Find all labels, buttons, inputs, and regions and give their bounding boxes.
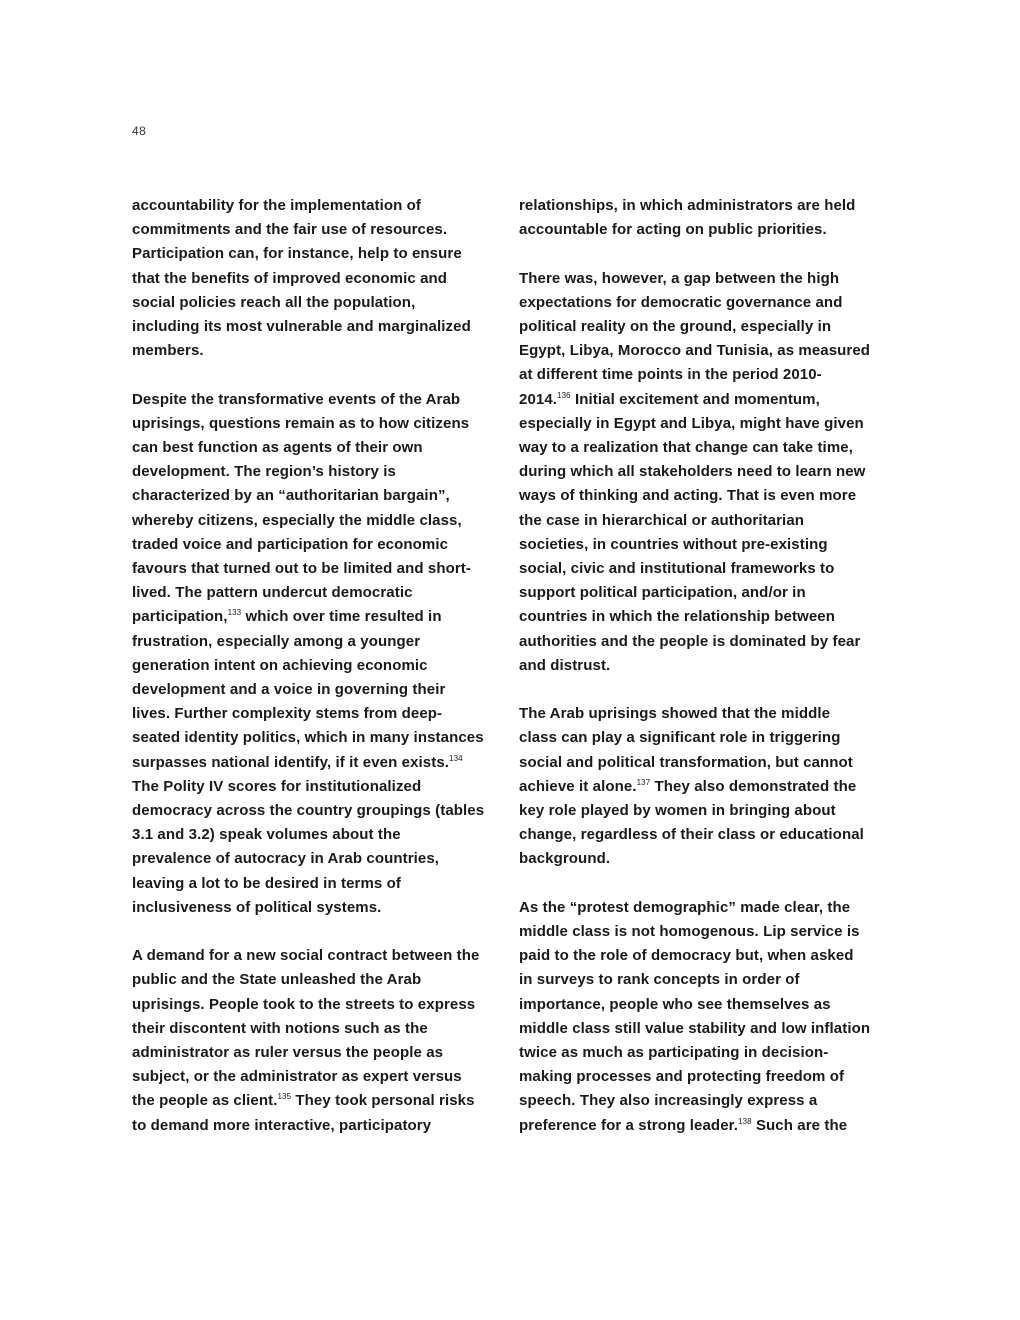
line-text: leaving a lot to be desired in terms of <box>132 874 401 892</box>
line-text: the people as client. <box>132 1092 278 1110</box>
line-text: middle class is not homogenous. Lip service is <box>519 923 860 941</box>
line-text: public and the State unleashed the Arab <box>132 971 422 989</box>
text-line <box>132 944 496 968</box>
line-text: making processes and protecting freedom of <box>519 1068 845 1086</box>
line-text: Despite the transformative events of the Arab <box>132 390 461 408</box>
left-column <box>132 194 496 1138</box>
line-text: social, civic and institutional frameworks to <box>519 560 835 578</box>
text-line <box>519 944 883 968</box>
text-line <box>519 605 883 629</box>
text-line <box>132 751 496 775</box>
text-line <box>519 1089 883 1113</box>
text-line <box>132 339 496 363</box>
line-text: social policies reach all the population, <box>132 293 416 311</box>
line-text-after-footnote: They took personal risks <box>291 1092 475 1110</box>
line-text: to demand more interactive, participatory <box>132 1116 432 1134</box>
line-text: generation intent on achieving economic <box>132 656 428 674</box>
line-text: preference for a strong leader. <box>519 1116 739 1134</box>
text-line <box>519 194 883 218</box>
text-line <box>132 678 496 702</box>
text-line <box>132 484 496 508</box>
line-text: development and a voice in governing their <box>132 681 446 699</box>
text-line <box>519 388 883 412</box>
line-text: support political participation, and/or in <box>519 584 806 602</box>
line-text-after-footnote: They also demonstrated the <box>650 777 857 795</box>
line-text: seated identity politics, which in many instances <box>132 729 484 747</box>
text-line <box>132 775 496 799</box>
line-text: traded voice and participation for economic <box>132 535 449 553</box>
text-line <box>132 630 496 654</box>
text-line <box>519 581 883 605</box>
line-text: As the “protest demographic” made clear, the <box>519 898 851 916</box>
line-text: members. <box>132 342 204 360</box>
line-text: inclusiveness of political systems. <box>132 898 382 916</box>
line-text: development. The region’s history is <box>132 463 396 481</box>
line-text: expectations for democratic governance and <box>519 293 843 311</box>
text-line <box>132 436 496 460</box>
right-column <box>519 194 883 1138</box>
text-line <box>132 218 496 242</box>
paragraph <box>519 896 883 1138</box>
text-line <box>132 847 496 871</box>
line-text: participation, <box>132 608 228 626</box>
text-line <box>519 533 883 557</box>
line-text: accountable for acting on public priorities. <box>519 221 827 239</box>
line-text: ways of thinking and acting. That is even more <box>519 487 857 505</box>
line-text: 2014. <box>519 390 558 408</box>
line-text: class can play a significant role in triggering <box>519 729 841 747</box>
text-line <box>132 557 496 581</box>
text-line <box>132 581 496 605</box>
footnote-reference: 134 <box>449 753 463 763</box>
text-line <box>132 726 496 750</box>
paragraph <box>132 944 496 1138</box>
line-text: paid to the role of democracy but, when asked <box>519 947 854 965</box>
text-line <box>132 896 496 920</box>
text-line <box>519 315 883 339</box>
text-line <box>519 702 883 726</box>
text-line <box>132 823 496 847</box>
line-text: background. <box>519 850 611 868</box>
text-line <box>519 896 883 920</box>
text-line <box>132 291 496 315</box>
text-line <box>519 460 883 484</box>
line-text: lived. The pattern undercut democratic <box>132 584 413 602</box>
text-line <box>132 1065 496 1089</box>
line-text: There was, however, a gap between the high <box>519 269 840 287</box>
text-line <box>132 702 496 726</box>
text-line <box>519 968 883 992</box>
text-line <box>519 363 883 387</box>
paragraph <box>132 388 496 920</box>
text-line <box>132 993 496 1017</box>
line-text: and distrust. <box>519 656 611 674</box>
text-line <box>132 460 496 484</box>
line-text: political reality on the ground, especially in <box>519 318 832 335</box>
line-text: whereby citizens, especially the middle class, <box>132 511 462 529</box>
line-text: lives. Further complexity stems from deep- <box>132 705 443 723</box>
text-line <box>519 920 883 944</box>
text-line <box>519 1114 883 1138</box>
text-line <box>519 775 883 799</box>
text-line <box>519 847 883 871</box>
text-line <box>132 315 496 339</box>
line-text: authorities and the people is dominated by fear <box>519 632 861 650</box>
text-line <box>519 267 883 291</box>
footnote-reference: 133 <box>227 608 242 618</box>
text-line <box>519 799 883 823</box>
line-text: during which all stakeholders need to learn new <box>519 463 866 481</box>
text-line <box>519 751 883 775</box>
line-text: The Arab uprisings showed that the middle <box>519 705 831 723</box>
footnote-reference: 137 <box>636 777 651 787</box>
line-text-after-footnote: Initial excitement and momentum, <box>570 390 820 408</box>
line-text: can best function as agents of their own <box>132 439 423 457</box>
line-text: change, regardless of their class or educational <box>519 826 864 844</box>
line-text: The Polity IV scores for institutionalized <box>132 777 422 795</box>
line-text: favours that turned out to be limited and short- <box>132 560 471 578</box>
line-text: at different time points in the period 2010- <box>519 366 822 384</box>
text-line <box>519 557 883 581</box>
line-text: frustration, especially among a younger <box>132 632 421 650</box>
line-text: the case in hierarchical or authoritarian <box>519 511 805 529</box>
line-text: 3.1 and 3.2) speak volumes about the <box>132 826 401 844</box>
line-text: commitments and the fair use of resources. <box>132 221 448 239</box>
text-line <box>519 1065 883 1089</box>
text-line <box>519 823 883 847</box>
text-line <box>519 509 883 533</box>
line-text: that the benefits of improved economic and <box>132 269 448 287</box>
line-text: including its most vulnerable and marginalized <box>132 318 471 336</box>
line-text: relationships, in which administrators are held <box>519 197 856 214</box>
text-line <box>519 1041 883 1065</box>
text-line <box>132 654 496 678</box>
line-text: A demand for a new social contract between the <box>132 947 480 965</box>
line-text: their discontent with notions such as the <box>132 1019 428 1037</box>
text-line <box>132 872 496 896</box>
footnote-reference: 136 <box>557 390 571 400</box>
text-line <box>519 218 883 242</box>
text-line <box>519 993 883 1017</box>
line-text: uprisings. People took to the streets to express <box>132 995 476 1013</box>
line-text: especially in Egypt and Libya, might have given <box>519 414 864 432</box>
line-text: speech. They also increasingly express a <box>519 1092 818 1110</box>
text-line <box>519 484 883 508</box>
text-line <box>132 412 496 436</box>
line-text: democracy across the country groupings (tables <box>132 802 485 820</box>
text-line <box>519 436 883 460</box>
text-line <box>519 339 883 363</box>
line-text: Egypt, Libya, Morocco and Tunisia, as measured <box>519 342 871 360</box>
line-text: surpasses national identify, if it even exists. <box>132 753 450 771</box>
text-line <box>132 605 496 629</box>
text-line <box>519 726 883 750</box>
text-line <box>519 654 883 678</box>
text-line <box>132 388 496 412</box>
line-text: societies, in countries without pre-existing <box>519 535 828 553</box>
page-number: 48 <box>132 124 147 138</box>
footnote-reference: 138 <box>738 1116 752 1126</box>
paragraph <box>519 702 883 871</box>
line-text: Participation can, for instance, help to ensure <box>132 245 462 263</box>
text-line <box>132 242 496 266</box>
line-text: accountability for the implementation of <box>132 197 422 214</box>
footnote-reference: 135 <box>277 1092 292 1102</box>
text-line <box>519 291 883 315</box>
line-text: key role played by women in bringing about <box>519 802 836 820</box>
line-text: achieve it alone. <box>519 777 637 795</box>
text-line <box>132 1114 496 1138</box>
text-line <box>132 194 496 218</box>
line-text: uprisings, questions remain as to how citizens <box>132 414 470 432</box>
text-line <box>132 1041 496 1065</box>
line-text-after-footnote: which over time resulted in <box>241 608 442 626</box>
paragraph <box>132 194 496 363</box>
line-text: middle class still value stability and low inflation <box>519 1019 871 1037</box>
line-text: prevalence of autocracy in Arab countries, <box>132 850 440 868</box>
line-text-after-footnote: Such are the <box>751 1116 848 1134</box>
text-line <box>132 1017 496 1041</box>
text-line <box>519 1017 883 1041</box>
line-text: social and political transformation, but cannot <box>519 753 853 771</box>
paragraph <box>519 194 883 242</box>
text-line <box>132 533 496 557</box>
line-text: countries in which the relationship between <box>519 608 836 626</box>
text-line <box>519 630 883 654</box>
line-text: subject, or the administrator as expert versus <box>132 1068 462 1086</box>
text-line <box>132 509 496 533</box>
text-line <box>132 1089 496 1113</box>
line-text: twice as much as participating in decision- <box>519 1044 829 1062</box>
text-line <box>132 267 496 291</box>
text-line <box>132 968 496 992</box>
line-text: characterized by an “authoritarian bargain”, <box>132 487 450 505</box>
text-line <box>132 799 496 823</box>
paragraph <box>519 267 883 678</box>
line-text: administrator as ruler versus the people as <box>132 1044 444 1062</box>
line-text: way to a realization that change can take time, <box>519 439 853 457</box>
line-text: in surveys to rank concepts in order of <box>519 971 800 989</box>
line-text: importance, people who see themselves as <box>519 995 831 1013</box>
text-line <box>519 412 883 436</box>
